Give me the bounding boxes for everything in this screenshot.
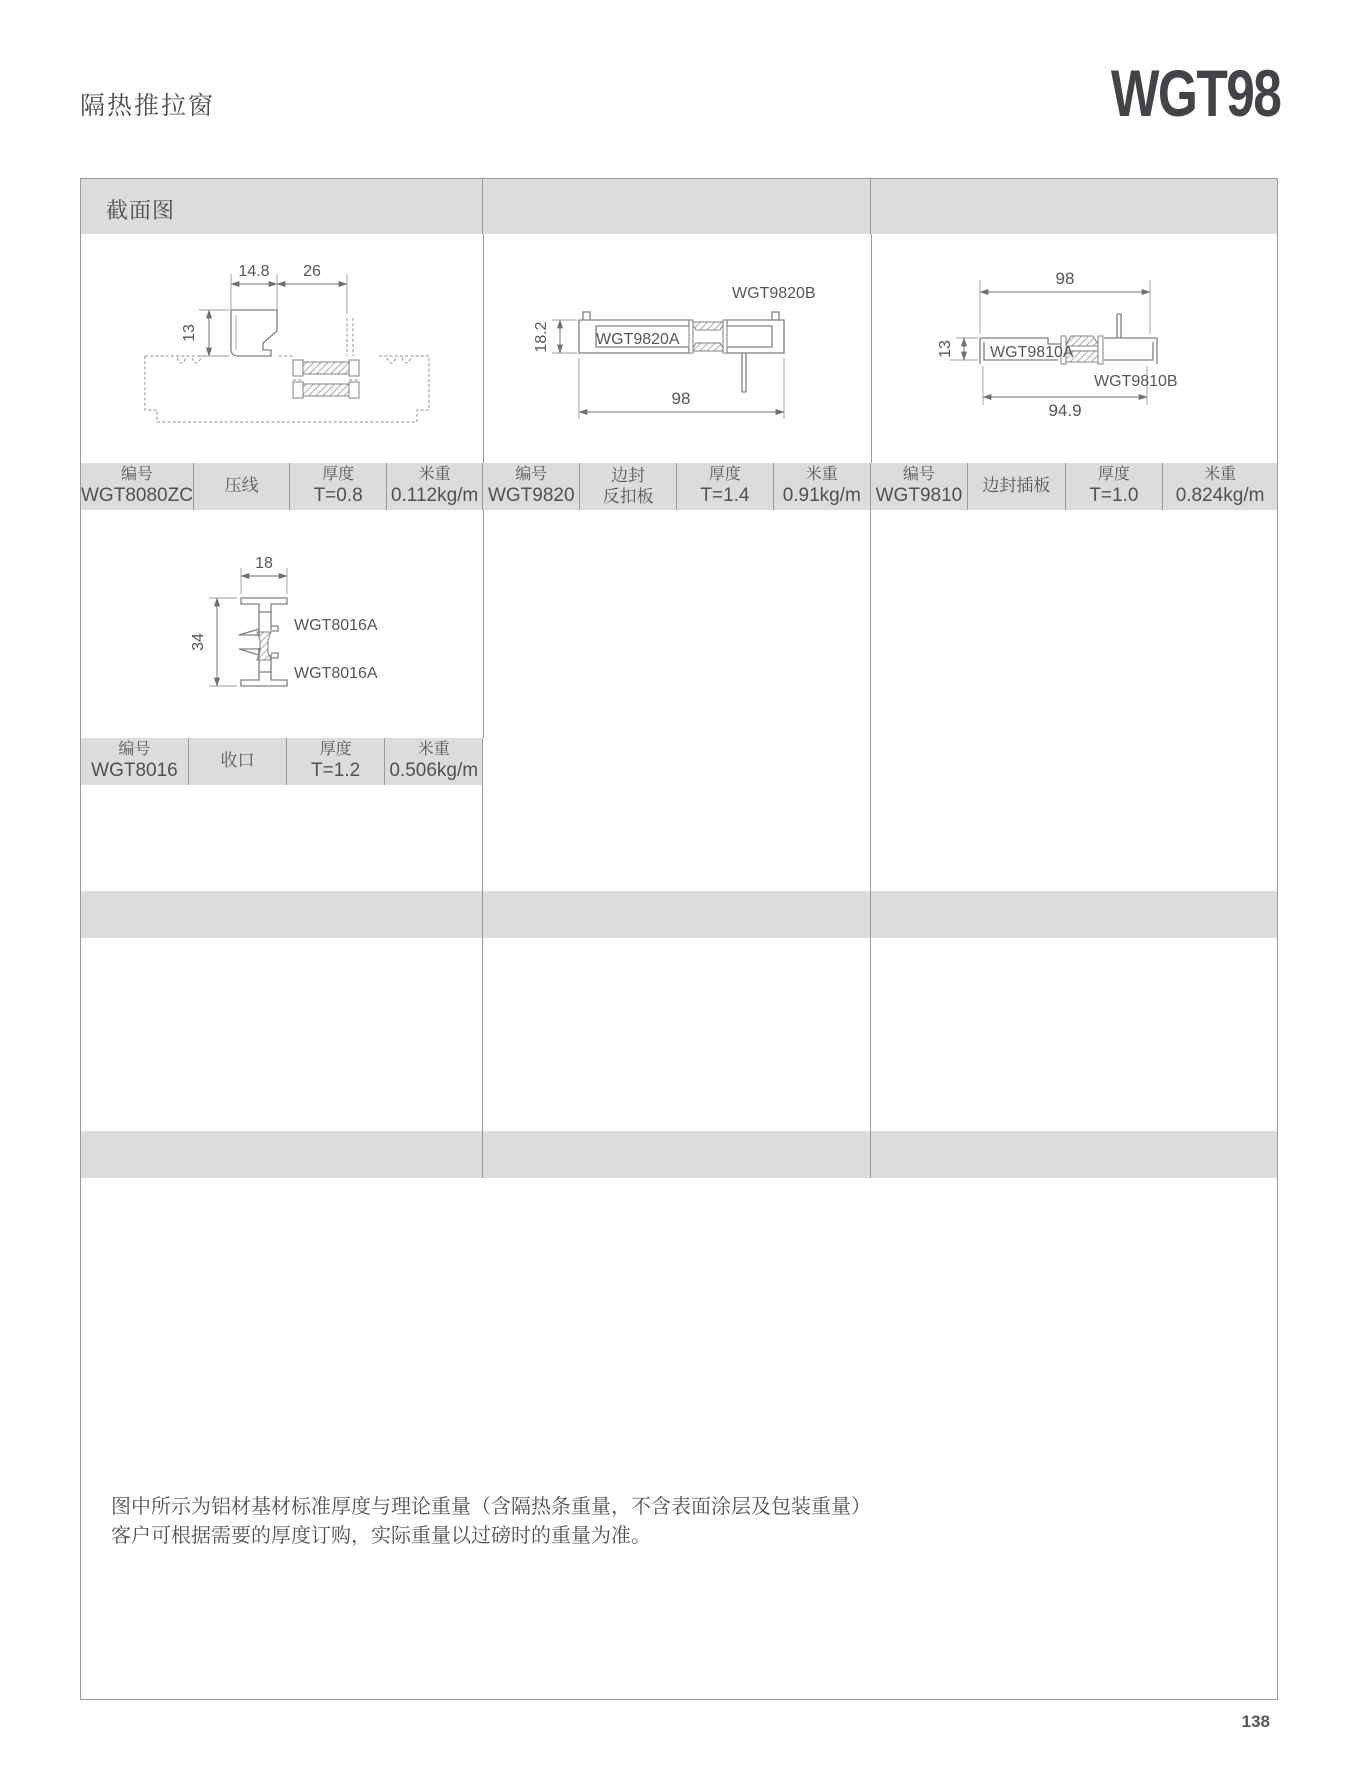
spec-wgt8080zc xyxy=(81,463,482,510)
footnote-line-2: 客户可根据需要的厚度订购，实际重量以过磅时的重量为准。 xyxy=(111,1525,651,1547)
thickness-value: T=1.2 xyxy=(311,759,361,781)
cross-section-drawing-wgt8080zc xyxy=(81,234,483,463)
weight-label: 米重 xyxy=(805,465,838,483)
thickness-label: 厚度 xyxy=(708,465,741,483)
spec-row-1 xyxy=(81,463,1277,510)
thickness-value: T=1.4 xyxy=(700,484,750,506)
weight-label: 米重 xyxy=(1204,465,1237,483)
extension-lines xyxy=(199,274,347,356)
thermal-break-strip xyxy=(257,632,271,660)
section-header-spacer xyxy=(482,179,869,234)
dim-label: 13 xyxy=(181,324,198,342)
weight-value: 0.506kg/m xyxy=(389,759,479,781)
code-value: WGT8080ZC xyxy=(81,484,193,506)
code-value: WGT9810 xyxy=(875,484,963,506)
dimension-lines xyxy=(209,284,347,356)
footnote-line-1: 图中所示为铝材基材标准厚度与理论重量（含隔热条重量，不含表面涂层及包装重量） xyxy=(111,1496,871,1518)
drawing-cell-wgt8016 xyxy=(81,510,483,738)
weight-label: 米重 xyxy=(418,465,451,483)
empty-cell xyxy=(870,738,1277,785)
dim-label: 13 xyxy=(937,340,954,358)
thickness-label: 厚度 xyxy=(1097,465,1130,483)
dim-label: 26 xyxy=(303,263,321,280)
spec-row-2 xyxy=(81,738,1277,785)
profile-name: 边封插板 xyxy=(982,476,1051,496)
thickness-value: T=0.8 xyxy=(313,484,363,506)
profile-name: 边封 xyxy=(611,466,646,486)
thickness-value: T=1.0 xyxy=(1089,484,1139,506)
profile-table xyxy=(80,178,1278,1700)
part-label: WGT8016A xyxy=(294,665,378,682)
thickness-label: 厚度 xyxy=(322,465,355,483)
weight-value: 0.112kg/m xyxy=(390,484,479,506)
code-value: WGT9820 xyxy=(487,484,575,506)
code-value: WGT8016 xyxy=(91,759,178,781)
profile-name: 收口 xyxy=(220,751,255,771)
drawing-row-1 xyxy=(81,234,1277,463)
profile-name: 反扣板 xyxy=(602,486,654,506)
spec-wgt9810 xyxy=(870,463,1277,510)
section-header-spacer xyxy=(870,179,1277,234)
extension-lines xyxy=(209,568,287,686)
profile-outline xyxy=(231,310,277,356)
section-header-row xyxy=(81,179,1277,234)
weight-label: 米重 xyxy=(417,740,450,758)
empty-spec-band-2 xyxy=(81,1131,1277,1178)
spec-wgt8016 xyxy=(81,738,482,785)
page-category: 隔热推拉窗 xyxy=(80,92,216,120)
part-label: WGT9810A xyxy=(990,344,1074,361)
weight-value: 0.91kg/m xyxy=(782,484,861,506)
dim-label: 94.9 xyxy=(1048,401,1082,420)
dim-label: 34 xyxy=(190,633,207,651)
drawing-cell-wgt9820 xyxy=(483,234,871,463)
cross-section-drawing-wgt9810 xyxy=(872,234,1279,463)
profile-name: 压线 xyxy=(224,476,259,496)
empty-cell xyxy=(870,510,1277,738)
empty-cell xyxy=(482,738,869,785)
dim-label: 18 xyxy=(255,555,273,572)
code-label: 编号 xyxy=(902,465,935,483)
part-label: WGT8016A xyxy=(294,617,378,634)
thermal-break-bars xyxy=(689,320,727,353)
spacer-row xyxy=(81,938,1277,1131)
drawing-cell-wgt9810 xyxy=(871,234,1279,463)
code-label: 编号 xyxy=(515,465,548,483)
spacer-row xyxy=(81,785,1277,891)
dim-label: 18.2 xyxy=(533,321,550,353)
empty-cell xyxy=(483,510,870,738)
dim-label: 98 xyxy=(1055,269,1075,288)
thermal-break-bars xyxy=(293,360,359,398)
dim-label: 98 xyxy=(671,389,691,408)
part-label: WGT9820B xyxy=(732,285,816,302)
profile-outline xyxy=(579,312,784,392)
drawing-cell-wgt8080zc xyxy=(81,234,483,463)
thickness-label: 厚度 xyxy=(319,740,352,758)
spec-wgt9820 xyxy=(482,463,869,510)
code-label: 编号 xyxy=(118,740,151,758)
part-label: WGT9810B xyxy=(1094,373,1178,390)
page-title-model: WGT98 xyxy=(1110,56,1280,130)
dim-label: 14.8 xyxy=(238,263,270,280)
section-header-label: 截面图 xyxy=(106,198,176,223)
footnote xyxy=(81,1178,1277,1551)
code-label: 编号 xyxy=(120,465,153,483)
part-label: WGT9820A xyxy=(596,331,680,348)
cross-section-drawing-wgt8016 xyxy=(81,510,483,738)
empty-spec-band-1 xyxy=(81,891,1277,938)
footnote-row xyxy=(81,1178,1277,1699)
weight-value: 0.824kg/m xyxy=(1175,484,1265,506)
page-number: 138 xyxy=(1241,1712,1270,1731)
cross-section-drawing-wgt9820 xyxy=(484,234,871,463)
drawing-row-2 xyxy=(81,510,1277,738)
